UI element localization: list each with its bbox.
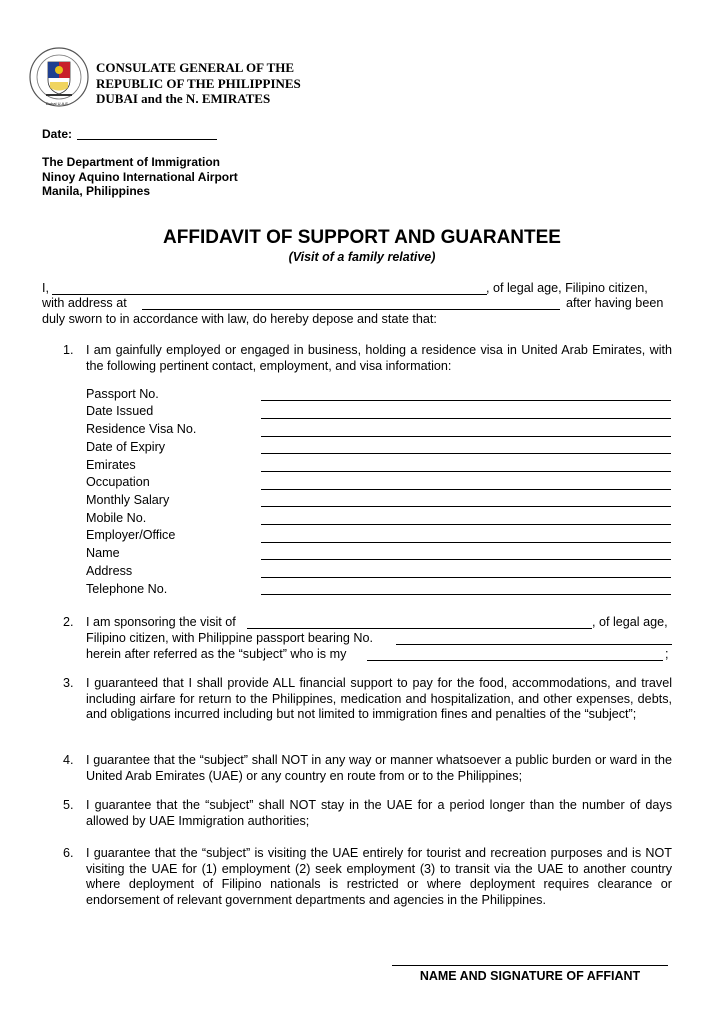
field-blank[interactable] [261, 436, 671, 437]
relationship-blank[interactable] [367, 660, 663, 661]
field-label: Employer/Office [86, 528, 176, 542]
item-6-text: I guarantee that the “subject” is visiting the UAE entirely for tourist and recreation purposes and is NOT visiting the UAE for (1) employment (2) seek employment (3) to transit via the UAE to another country where deployment of Filipino nationals is restricted or where deployment requires clearance or endorsement of relevant government departments and agencies in the Philippines. [86, 846, 672, 907]
sponsored-name-blank[interactable] [247, 628, 592, 629]
intro-legal-age: , of legal age, Filipino citizen, [486, 281, 648, 295]
document-subtitle: (Visit of a family relative) [288, 250, 436, 264]
signature-label: NAME AND SIGNATURE OF AFFIANT [419, 969, 641, 983]
field-label: Emirates [86, 458, 136, 472]
field-label: Passport No. [86, 387, 159, 401]
item-2-number: 2. [63, 615, 74, 629]
addressee-line-1: The Department of Immigration [42, 155, 221, 169]
consulate-seal [28, 44, 90, 114]
item-1-text: I am gainfully employed or engaged in business, holding a residence visa in United Arab Emirates, with the following pertinent contact, employment, and visa information: [86, 343, 672, 373]
item-2-line-3: herein after referred as the “subject” who is my [86, 647, 347, 661]
item-6-number: 6. [63, 846, 74, 860]
date-field [42, 127, 72, 141]
seal-text-bottom: Dubai U.A.E [46, 101, 69, 106]
field-blank[interactable] [261, 453, 671, 454]
signature-line[interactable] [392, 965, 668, 966]
intro-with-address: with address at [42, 296, 127, 310]
field-label: Date of Expiry [86, 440, 166, 454]
field-blank[interactable] [261, 400, 671, 401]
field-label: Occupation [86, 475, 150, 489]
passport-number-blank[interactable] [396, 644, 672, 645]
item-3-number: 3. [63, 676, 74, 690]
field-label: Mobile No. [86, 511, 147, 525]
item-4-text: I guarantee that the “subject” shall NOT in any way or manner whatsoever a public burden or ward in the United Arab Emirates (UAE) or any country en route from or to the Philippines; [86, 753, 672, 783]
addressee [42, 155, 238, 199]
date-label: Date: [42, 127, 73, 141]
field-blank[interactable] [261, 506, 671, 507]
item-2-line-1a: I am sponsoring the visit of [86, 615, 236, 629]
intro-after: after having been [566, 296, 664, 310]
addressee-line-2: Ninoy Aquino International Airport [42, 169, 238, 184]
item-2-semicolon: ; [665, 647, 669, 661]
item-3-text: I guaranteed that I shall provide ALL financial support to pay for the food, accommodations, and travel including airfare for return to the Philippines, medication and hospitalization, and other expenses, debts, and obligations incurred including but not limited to immigration fines and penalties of the “subject”; [86, 676, 672, 722]
field-label: Name [86, 546, 120, 560]
field-label: Address [86, 564, 133, 578]
item-1-number: 1. [63, 343, 74, 357]
item-4-number: 4. [63, 753, 74, 767]
intro-sworn: duly sworn to in accordance with law, do hereby depose and state that: [42, 312, 437, 326]
date-blank[interactable] [77, 139, 217, 140]
item-2-line-1b: , of legal age, [592, 615, 668, 629]
consulate-line-2: REPUBLIC OF THE PHILIPPINES [96, 75, 301, 91]
consulate-header [96, 60, 301, 107]
consulate-line-3: DUBAI and the N. EMIRATES [96, 91, 271, 106]
addressee-line-3: Manila, Philippines [42, 184, 151, 198]
item-2-line-2: Filipino citizen, with Philippine passport bearing No. [86, 631, 374, 645]
field-blank[interactable] [261, 524, 671, 525]
field-blank[interactable] [261, 418, 671, 419]
item-5-text: I guarantee that the “subject” shall NOT stay in the UAE for a period longer than the number of days allowed by UAE Immigration authorities; [86, 798, 672, 828]
affiant-address-blank[interactable] [142, 309, 560, 310]
consulate-line-1: CONSULATE GENERAL OF THE [96, 60, 295, 75]
item-5-number: 5. [63, 798, 74, 812]
field-label: Date Issued [86, 404, 154, 418]
field-blank[interactable] [261, 489, 671, 490]
field-blank[interactable] [261, 594, 671, 595]
field-blank[interactable] [261, 471, 671, 472]
field-label: Monthly Salary [86, 493, 170, 507]
affiant-name-blank[interactable] [52, 294, 487, 295]
field-blank[interactable] [261, 542, 671, 543]
document-title: AFFIDAVIT OF SUPPORT AND GUARANTEE [163, 227, 561, 248]
intro-i: I, [42, 281, 49, 295]
field-label: Telephone No. [86, 582, 168, 596]
field-label: Residence Visa No. [86, 422, 197, 436]
field-blank[interactable] [261, 559, 671, 560]
field-blank[interactable] [261, 577, 671, 578]
